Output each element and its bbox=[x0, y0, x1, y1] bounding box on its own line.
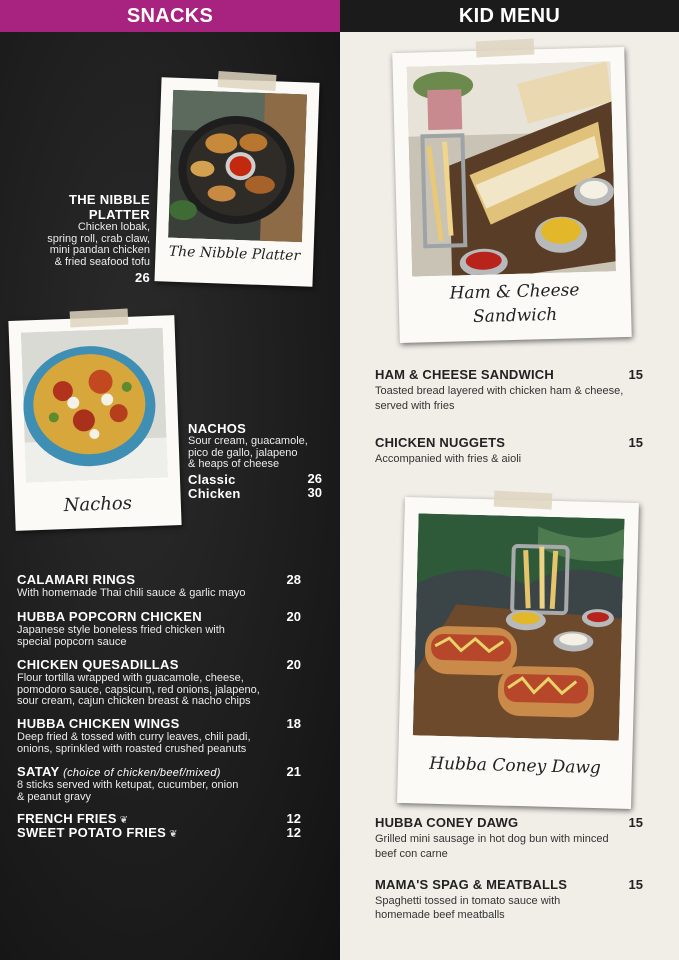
item-name: CALAMARI RINGS bbox=[17, 572, 136, 587]
nachos-photo bbox=[21, 328, 168, 483]
item-desc-line: Accompanied with fries & aioli bbox=[375, 453, 522, 465]
photo-tape bbox=[70, 308, 129, 327]
item-price: 28 bbox=[286, 572, 301, 587]
item-desc-line: onions, sprinkled with roasted crushed peanuts bbox=[17, 742, 247, 755]
item-name: HAM & CHEESE SANDWICH bbox=[375, 367, 554, 382]
item-price: 15 bbox=[628, 877, 643, 892]
item-price: 15 bbox=[628, 435, 643, 450]
snacks-header: SNACKS bbox=[0, 0, 340, 32]
item-name: SATAY bbox=[17, 764, 60, 779]
item-desc-line: Flour tortilla wrapped with guacamole, cheese, bbox=[17, 672, 244, 684]
nachos-option-classic bbox=[188, 471, 322, 485]
nibble-platter-photo-card bbox=[154, 77, 319, 286]
item-name: HUBBA CONEY DAWG bbox=[375, 815, 519, 830]
item-name: FRENCH FRIES bbox=[17, 811, 117, 826]
ham-cheese-photo bbox=[407, 61, 616, 276]
item-name: HUBBA CHICKEN WINGS bbox=[17, 716, 180, 731]
item-price: 12 bbox=[286, 811, 301, 826]
photo-tape bbox=[494, 490, 553, 509]
item-desc-line: pomodoro sauce, capsicum, red onions, jalapeno, bbox=[17, 683, 260, 696]
item-desc-line: & peanut gravy bbox=[17, 790, 91, 803]
nachos-caption: Nachos bbox=[63, 492, 133, 517]
nachos-photo-card bbox=[8, 315, 181, 531]
item-desc-line: Chicken lobak, bbox=[77, 221, 150, 233]
snack-item-french-fries bbox=[17, 811, 301, 826]
item-name: NACHOS bbox=[188, 421, 247, 436]
item-desc-line: Sour cream, guacamole, bbox=[188, 435, 308, 447]
item-desc-line: 8 sticks served with ketupat, cucumber, onion bbox=[17, 779, 239, 791]
item-desc-line: & fried seafood tofu bbox=[54, 255, 150, 268]
nachos-item bbox=[188, 421, 322, 499]
item-price: 12 bbox=[286, 825, 301, 840]
snack-item-sweet-potato-fries bbox=[17, 825, 301, 840]
item-desc-line: spring roll, crab claw, bbox=[47, 232, 150, 245]
nibble-platter-photo bbox=[168, 90, 307, 243]
snack-item-quesadillas bbox=[17, 657, 301, 708]
item-name-row bbox=[17, 825, 301, 840]
coney-dawg-photo-card bbox=[397, 497, 639, 809]
item-name: SWEET POTATO FRIES bbox=[17, 825, 167, 840]
leaf-icon: ❦ bbox=[119, 815, 129, 826]
kid-item-chicken-nuggets bbox=[375, 435, 643, 467]
item-desc-line: homemade beef meatballs bbox=[375, 909, 505, 921]
item-desc-line: & heaps of cheese bbox=[188, 458, 280, 470]
item-note: (choice of chicken/beef/mixed) bbox=[63, 767, 221, 779]
photo-tape bbox=[476, 38, 535, 57]
option-price: 26 bbox=[307, 470, 322, 486]
item-desc-line: special popcorn sauce bbox=[17, 635, 127, 648]
item-name: THE NIBBLE PLATTER bbox=[69, 192, 150, 222]
item-price: 21 bbox=[286, 764, 301, 779]
item-name: CHICKEN NUGGETS bbox=[375, 435, 506, 450]
item-price: 15 bbox=[628, 367, 643, 382]
snack-item-chicken-wings bbox=[17, 716, 301, 755]
item-price: 26 bbox=[134, 270, 150, 285]
snack-item-satay bbox=[17, 764, 301, 803]
snack-item-popcorn-chicken bbox=[17, 609, 301, 648]
kid-item-coney-dawg bbox=[375, 815, 643, 862]
item-desc-line: With homemade Thai chili sauce & garlic mayo bbox=[17, 587, 246, 599]
nachos-option-chicken bbox=[188, 485, 322, 499]
item-desc-line: Grilled mini sausage in hot dog bun with minced bbox=[375, 833, 609, 845]
ham-cheese-caption-line-1: Ham & Cheese bbox=[449, 280, 580, 304]
item-name: MAMA'S SPAG & MEATBALLS bbox=[375, 877, 568, 892]
kid-item-ham-cheese bbox=[375, 367, 643, 414]
kid-item-spag-meatballs bbox=[375, 877, 643, 922]
item-desc-line: mini pandan chicken bbox=[49, 244, 150, 256]
leaf-icon: ❦ bbox=[169, 829, 178, 840]
item-desc-line: Deep fried & tossed with curry leaves, chili padi, bbox=[17, 731, 251, 743]
item-desc-line: pico de gallo, jalapeno bbox=[188, 446, 298, 459]
item-desc-line: Spaghetti tossed in tomato sauce with bbox=[375, 895, 561, 907]
option-price: 30 bbox=[307, 484, 322, 500]
item-desc-line: beef con carne bbox=[375, 848, 448, 860]
option-label: Chicken bbox=[188, 485, 241, 501]
item-name-row bbox=[17, 811, 301, 826]
item-desc-line: Toasted bread layered with chicken ham & cheese, bbox=[375, 385, 624, 397]
item-name: HUBBA POPCORN CHICKEN bbox=[17, 609, 202, 624]
ham-cheese-photo-card bbox=[392, 47, 632, 343]
item-name: CHICKEN QUESADILLAS bbox=[17, 657, 179, 672]
nibble-platter-caption: The Nibble Platter bbox=[168, 243, 301, 265]
ham-cheese-caption-line-2: Sandwich bbox=[472, 304, 558, 328]
coney-dawg-caption: Hubba Coney Dawg bbox=[429, 753, 602, 779]
nibble-platter-item bbox=[10, 192, 150, 285]
item-desc-line: served with fries bbox=[375, 400, 455, 412]
item-price: 18 bbox=[286, 716, 301, 731]
item-name-row bbox=[17, 764, 301, 779]
item-desc-line: Japanese style boneless fried chicken with bbox=[17, 624, 225, 636]
coney-dawg-photo bbox=[413, 513, 625, 740]
kid-menu-header: KID MENU bbox=[340, 0, 679, 32]
item-desc-line: sour cream, cajun chicken breast & nacho chips bbox=[17, 695, 251, 707]
snack-item-calamari bbox=[17, 572, 301, 600]
item-price: 15 bbox=[628, 815, 643, 830]
item-price: 20 bbox=[286, 657, 301, 672]
option-label: Classic bbox=[188, 471, 236, 487]
item-price: 20 bbox=[286, 609, 301, 624]
